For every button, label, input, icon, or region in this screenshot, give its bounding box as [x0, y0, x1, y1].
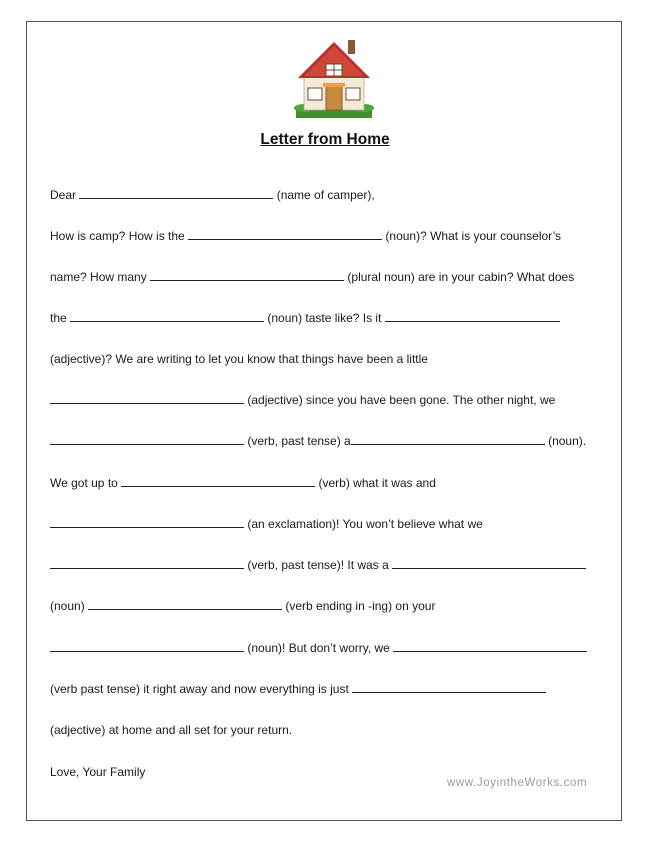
letter-line [50, 722, 292, 738]
blank-line[interactable] [88, 598, 282, 610]
letter-line [50, 269, 574, 285]
line-text: (verb ending in -ing) on your [285, 599, 436, 613]
line-text: Dear [50, 188, 77, 202]
letter-line [50, 228, 561, 244]
blank-line[interactable] [150, 269, 344, 281]
line-text: We got up to [50, 476, 118, 490]
page-title: Letter from Home [260, 131, 390, 148]
line-text: (adjective) since you have been gone. The other night, we [247, 393, 556, 407]
line-text: (adjective) at home and all set for your return. [50, 723, 293, 737]
blank-line[interactable] [79, 187, 273, 199]
line-text: (verb, past tense) a [247, 434, 351, 448]
letter-line [50, 433, 586, 449]
line-text: (an exclamation)! You won’t believe what we [247, 517, 483, 531]
line-text: (adjective)? We are writing to let you know that things have been a little [50, 352, 428, 366]
blank-line[interactable] [50, 516, 244, 528]
signature-line [50, 764, 145, 780]
blank-line[interactable] [385, 310, 560, 322]
letter-line [50, 475, 436, 491]
line-text: (verb past tense) it right away and now everything is just [50, 682, 349, 696]
line-text: (verb) what it was and [318, 476, 436, 490]
line-text: (noun). [548, 434, 587, 448]
blank-line[interactable] [50, 640, 244, 652]
letter-line [50, 681, 546, 697]
line-text: (noun) [50, 599, 85, 613]
letter-line [50, 598, 435, 614]
line-text: (noun)! But don’t worry, we [247, 641, 390, 655]
line-text: (noun)? What is your counselor’s [385, 229, 562, 243]
blank-line[interactable] [393, 640, 587, 652]
blank-line[interactable] [70, 310, 264, 322]
line-text: (name of camper), [276, 188, 375, 202]
line-text: Love, Your Family [50, 765, 146, 779]
watermark: www.JoyintheWorks.com [447, 777, 588, 789]
letter-line [50, 640, 587, 656]
blank-line[interactable] [352, 681, 546, 693]
line-text: the [50, 311, 67, 325]
blank-line[interactable] [351, 433, 545, 445]
line-text: name? How many [50, 270, 147, 284]
letter-line [50, 310, 560, 326]
letter-line [50, 187, 375, 203]
line-text: How is camp? How is the [50, 229, 185, 243]
blank-line[interactable] [50, 557, 244, 569]
letter-line [50, 557, 586, 573]
house-icon [290, 36, 378, 119]
blank-line[interactable] [121, 475, 315, 487]
letter-line [50, 351, 428, 367]
blank-line[interactable] [50, 392, 244, 404]
letter-line [50, 516, 483, 532]
blank-line[interactable] [188, 228, 382, 240]
line-text: (plural noun) are in your cabin? What does [347, 270, 575, 284]
line-text: (verb, past tense)! It was a [247, 558, 389, 572]
blank-line[interactable] [50, 433, 244, 445]
letter-line [50, 392, 555, 408]
line-text: (noun) taste like? Is it [267, 311, 382, 325]
blank-line[interactable] [392, 557, 586, 569]
